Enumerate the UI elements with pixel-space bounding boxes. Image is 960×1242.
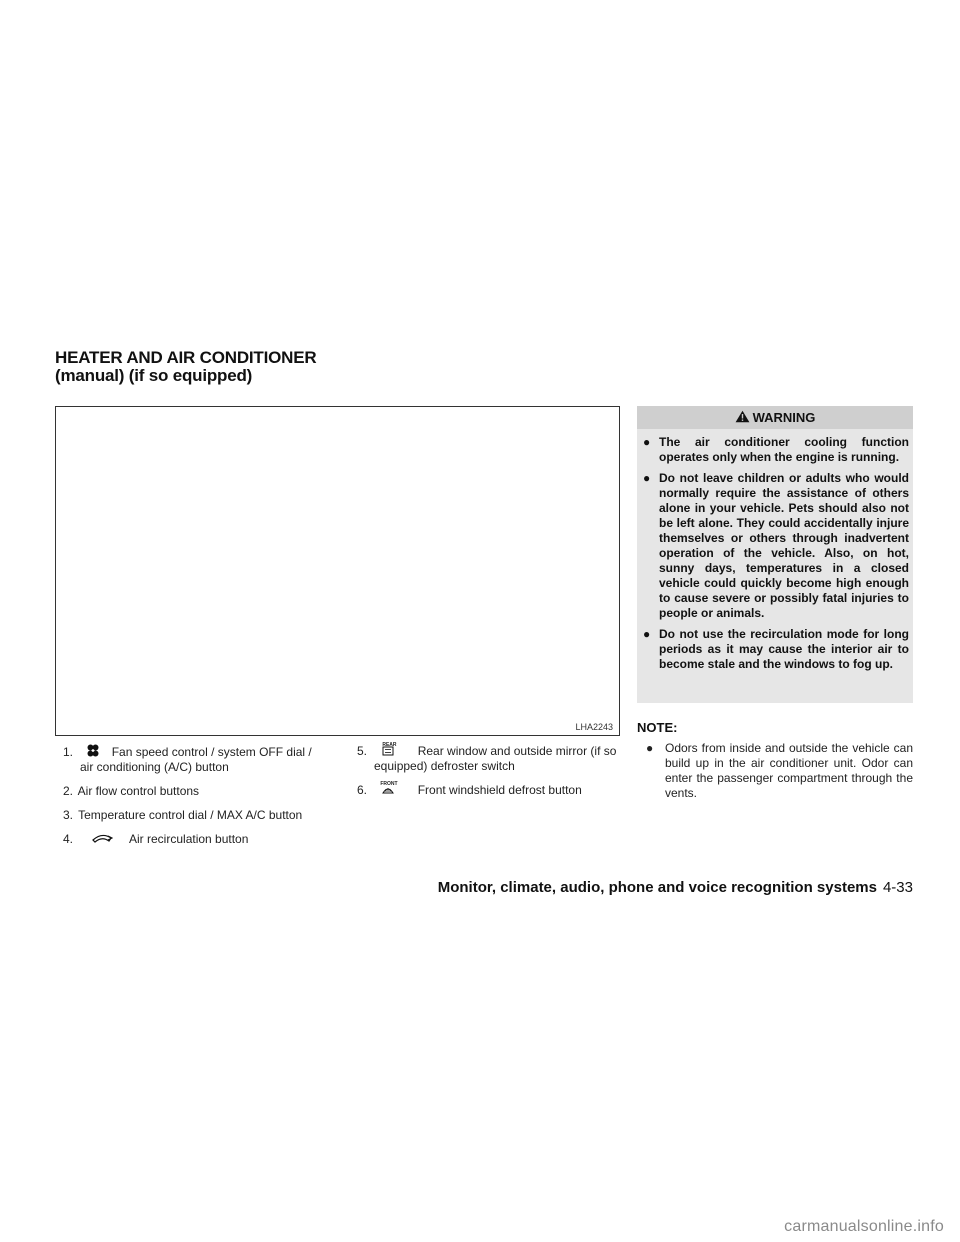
recirculation-icon: [78, 833, 126, 845]
caption-text: Air recirculation button: [129, 832, 249, 846]
front-defrost-icon: [372, 783, 414, 795]
bullet: ●: [646, 741, 654, 755]
front-defrost-icon-label: FRONT: [380, 781, 398, 787]
caption-text-cont: equipped) defroster switch: [374, 759, 515, 773]
warning-item: [643, 471, 909, 621]
caption-text: Rear window and outside mirror (if so: [417, 744, 617, 758]
note-item: [646, 741, 913, 801]
caption-item: [357, 744, 627, 774]
caption-list-right: [357, 744, 627, 807]
warning-text: Do not use the recirculation mode for long periods as it may cause the interior air to become stale and the windows to fog up.: [659, 627, 909, 671]
page-footer: [438, 879, 913, 896]
caption-item: [63, 744, 338, 775]
caption-text-cont: air conditioning (A/C) button: [80, 760, 229, 774]
fan-icon: [78, 744, 108, 756]
warning-item: [643, 627, 909, 672]
section-title: [55, 349, 316, 385]
caption-list-left: [63, 744, 338, 856]
warning-header: [637, 406, 913, 429]
caption-number: 6.: [357, 783, 368, 797]
warning-text: The air conditioner cooling function operates only when the engine is running.: [659, 435, 909, 464]
caption-item: [63, 832, 338, 847]
caption-number: 5.: [357, 744, 368, 758]
section-title-line-2: (manual) (if so equipped): [55, 366, 253, 385]
warning-title: WARNING: [752, 410, 816, 425]
caption-text: Temperature control dial / MAX A/C button: [78, 808, 303, 822]
caption-text: Fan speed control / system OFF dial /: [111, 745, 312, 759]
warning-box: [637, 406, 913, 703]
caption-number: 4.: [63, 832, 74, 846]
warning-text: Do not leave children or adults who would normally require the assistance of others alone in your vehicle. Pets should also not be left alone. They could accidentally injure themselves or others through inadvertent operation of the vehicle. Also, on hot, sunny days, temperatures in a closed vehicle could quickly become high enough to cause severe or possibly fatal injuries to people or animals.: [659, 471, 909, 620]
section-title-line-1: HEATER AND AIR CONDITIONER: [55, 348, 317, 367]
caption-number: 1.: [63, 745, 74, 759]
caption-text: Front windshield defrost button: [417, 783, 582, 797]
figure-id: LHA2243: [575, 722, 613, 732]
caption-item: [63, 784, 338, 799]
warning-item: [643, 435, 909, 465]
rear-defrost-icon: [372, 744, 414, 756]
warning-triangle-icon: [735, 410, 753, 426]
caption-number: 3.: [63, 808, 74, 822]
chapter-title: Monitor, climate, audio, phone and voice recognition systems: [437, 879, 877, 896]
note-text: Odors from inside and outside the vehicle can build up in the air conditioner unit. Odor can enter the passenger compartment through the vents.: [665, 741, 913, 800]
page-number: 4-33: [882, 879, 913, 896]
watermark: carmanualsonline.info: [784, 1218, 944, 1235]
warning-list: [637, 429, 913, 672]
bullet: ●: [643, 471, 651, 485]
caption-item: [357, 783, 627, 798]
rear-defrost-icon-label: REAR: [382, 742, 397, 748]
caption-number: 2.: [63, 784, 74, 798]
bullet: ●: [643, 435, 651, 449]
note-label: NOTE:: [637, 720, 678, 735]
caption-item: [63, 808, 338, 823]
bullet: ●: [643, 627, 651, 641]
caption-text: Air flow control buttons: [77, 784, 200, 798]
figure-frame: [55, 406, 620, 736]
